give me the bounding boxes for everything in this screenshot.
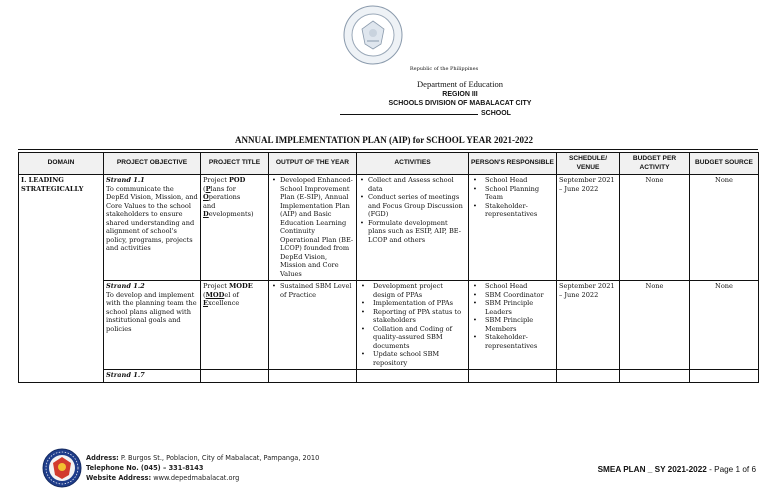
strand-label: Strand 1.7 [106,371,145,379]
title-text: Project [203,176,229,184]
table-row [19,370,759,383]
school-name-line [340,109,511,117]
website-link[interactable]: www.depedmabalacat.org [153,474,240,482]
title-text: Project [203,282,229,290]
project-title-cell [201,281,269,370]
title-text: and [203,201,216,210]
activity-item: • Implementation of PPAs [359,299,466,308]
person-item: • School Head [471,176,554,185]
empty-cell [690,370,759,383]
empty-cell [201,370,269,383]
person-item: • Stakeholder-representatives [471,333,554,350]
budget-source-cell: None [690,175,759,281]
title-initial: P [205,184,211,193]
deped-seal [338,4,408,66]
school-suffix: SCHOOL [481,110,511,117]
school-name-blank [340,109,478,115]
division-logo [42,448,82,488]
title-text: perations [208,193,241,201]
activity-item: • Development project design of PPAs [359,282,466,299]
budget-source-cell: None [690,281,759,370]
activities-cell [357,281,469,370]
col-output: OUTPUT OF THE YEAR [269,153,357,175]
activity-item: • Collation and Coding of quality-assured SBM documents [359,325,466,351]
person-item: • SBM Principle Leaders [471,299,554,316]
output-cell [269,281,357,370]
title-text: el of [224,290,239,299]
aip-table [18,152,759,383]
budget-per-cell: None [620,281,690,370]
col-schedule: SCHEDULE/ VENUE [557,153,620,175]
person-item: • SBM Principle Members [471,316,554,333]
plan-label: SMEA PLAN _ SY 2021-2022 [597,465,707,474]
person-item: • School Head [471,282,554,291]
activity-item: • Conduct series of meetings and Focus Group Discussion (FGD) [359,193,466,219]
title-acronym: MODE [228,282,253,290]
col-activities: ACTIVITIES [357,153,469,175]
col-objective: PROJECT OBJECTIVE [104,153,201,175]
page-number: - Page 1 of 6 [709,465,756,474]
person-item: • School Planning Team [471,185,554,202]
person-item: • Stakeholder-representatives [471,202,554,219]
strand-label: Strand 1.2 [106,282,145,290]
schedule-cell: September 2021 – June 2022 [557,281,620,370]
contact-block [86,453,319,483]
empty-cell [357,370,469,383]
activity-item: • Reporting of PPA status to stakeholders [359,308,466,325]
col-budget-source: BUDGET SOURCE [690,153,759,175]
col-domain: DOMAIN [19,153,104,175]
title-acronym: POD [228,176,246,184]
department-line: Department of Education [417,79,503,89]
domain-cell: I. LEADING STRATEGICALLY [19,175,104,383]
empty-cell [469,370,557,383]
title-initial: MOD [205,290,225,299]
output-cell [269,175,357,281]
address-label: Address: [86,454,119,462]
table-row [19,281,759,370]
output-item: • Sustained SBM Level of Practice [271,282,354,299]
republic-line: Republic of the Philippines [409,66,479,72]
title-text: evelopments) [208,210,254,218]
objective-cell [104,175,201,281]
table-row [19,175,759,281]
empty-cell [557,370,620,383]
title-text: lans for [210,184,236,193]
output-item: • Developed Enhanced- School Improvement Plan (E-SIP), Annual Implementation Plan (AIP) and Basic Education Learning Continuity Operational Plan (BE-LCOP) founded from DepEd Vision, Mission and Core Values [271,176,354,278]
empty-cell [269,370,357,383]
activity-item: • Formulate development plans such as ESIP, AIP, BE-LCOP and others [359,219,466,245]
activities-cell [357,175,469,281]
phone-text: (045) – 331-8143 [140,464,204,472]
strand-label: Strand 1.1 [106,176,145,184]
title-text: ( [203,290,206,299]
persons-cell [469,175,557,281]
col-title: PROJECT TITLE [201,153,269,175]
page-footer [0,440,768,500]
budget-per-cell: None [620,175,690,281]
objective-text: To develop and implement with the planning team the school plans aligned with institutional goals and policies [106,290,197,333]
title-initial: D [203,210,209,218]
phone-label: Telephone No. [86,464,139,472]
activity-item: • Update school SBM repository [359,350,466,367]
title-divider [18,149,758,150]
title-initial: E [203,299,209,307]
project-title-cell: Project POD (Plans for Operations and Developments) [201,175,269,281]
persons-cell [469,281,557,370]
schedule-cell: September 2021 – June 2022 [557,175,620,281]
objective-cell [104,370,201,383]
col-budget-per: BUDGET PER ACTIVITY [620,153,690,175]
title-text: xcellence [208,299,240,307]
plan-title: ANNUAL IMPLEMENTATION PLAN (AIP) for SCHOOL YEAR 2021-2022 [235,135,533,145]
objective-cell [104,281,201,370]
division-line: SCHOOLS DIVISION OF MABALACAT CITY [388,100,532,107]
col-persons: PERSON'S RESPONSIBLE [469,153,557,175]
region-line: REGION III [442,91,478,98]
page-indicator [598,465,756,474]
table-header-row [19,153,759,175]
address-text: P. Burgos St., Poblacion, City of Mabalacat, Pampanga, 2010 [120,454,320,462]
objective-text: To communicate the DepEd Vision, Mission, and Core Values to the school stakeholders to ensure shared understanding and alignment of school's policy, programs, projects and activities [106,184,198,252]
activity-item: • Collect and Assess school data [359,176,466,193]
empty-cell [620,370,690,383]
website-label: Website Address: [86,474,152,482]
person-item: • SBM Coordinator [471,291,554,300]
title-initial: O [203,193,209,201]
